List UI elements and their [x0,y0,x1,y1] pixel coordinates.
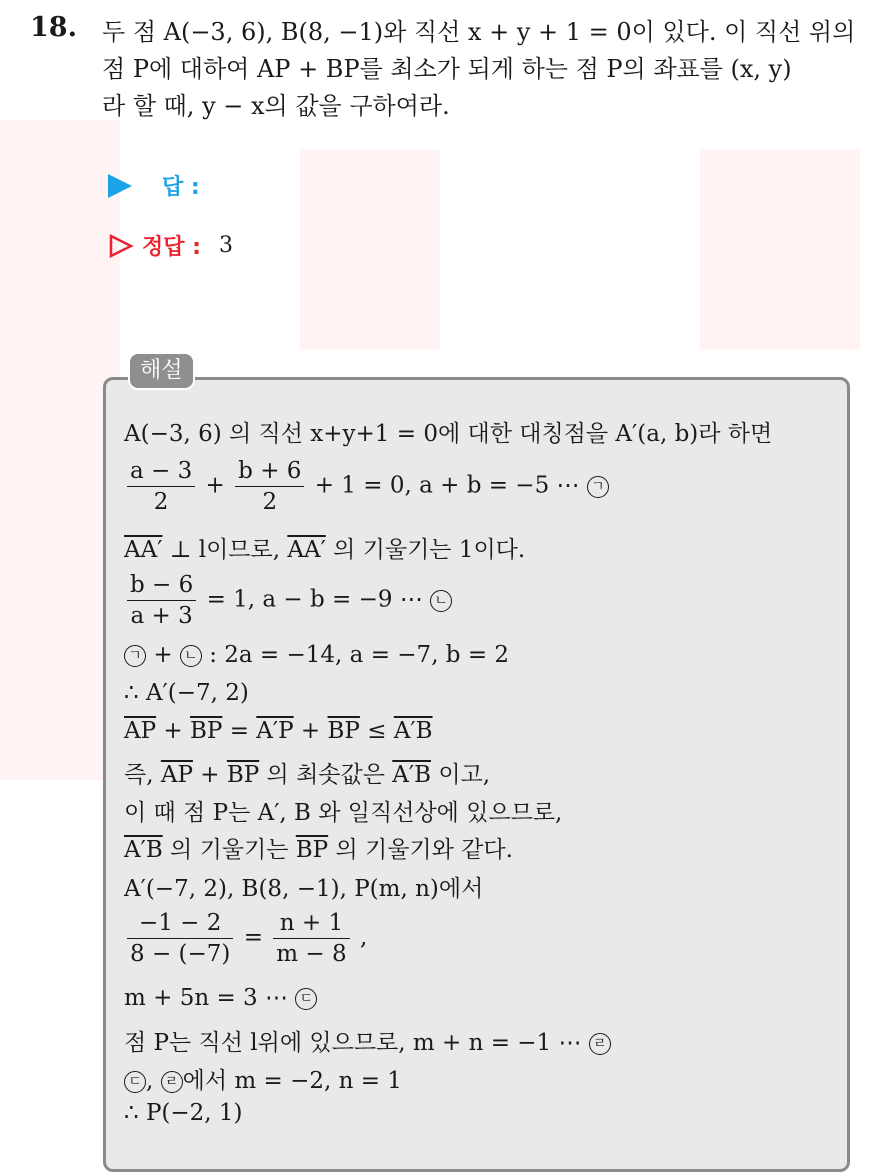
solution-line-3 [124,531,525,564]
fraction-numerator: a − 3 [127,456,195,487]
line-text: 즉, [124,762,154,788]
line-text: , [146,1068,154,1094]
line-text: 이고, [438,762,491,788]
circled-mark: ㄴ [180,645,202,667]
segment: AA′ [124,537,163,563]
segment: A′B [393,718,433,744]
correct-answer-label: 정답 : [142,235,201,260]
segment: $\overline{BP}$ [190,718,223,744]
solution-line-16: ∴ P(−2, 1) [124,1100,243,1126]
circled-mark: ㄷ [124,1071,146,1093]
segment: $\overline{BP}$ [295,837,329,863]
play-outline-icon [108,233,134,259]
correct-answer-value: 3 [218,233,233,258]
problem-number: 18. [30,12,77,43]
solution-line-6: ∴ A′(−7, 2) [124,680,249,706]
fraction [127,908,233,969]
problem-line-1: 두 점 A(−3, 6), B(8, −1)와 직선 x + y + 1 = 0이 있다. 이 직선 위의 [102,18,856,46]
line-text: = [229,718,249,744]
equation-text: m + 5n = 3 ⋯ [124,985,288,1011]
segment: $\overline{AP}$ [124,718,157,744]
solution-line-11: A′(−7, 2), B(8, −1), P(m, n)에서 [124,876,484,902]
solution-line-9: 이 때 점 P는 A′, B 와 일직선상에 있으므로, [124,800,563,826]
fraction-denominator: m − 8 [276,941,347,967]
segment: $\overline{BP}$ [226,762,260,788]
segment: A′P [256,718,294,744]
line-text: 의 기울기는 1이다. [333,537,526,563]
line-text: : 2a = −14, a = −7, b = 2 [209,642,510,668]
play-filled-icon [108,174,132,198]
solution-line-5 [124,642,509,668]
fraction-numerator: b + 6 [235,456,304,487]
problem-line-2: 점 P에 대하여 AP + BP를 최소가 되게 하는 점 P의 좌표를 (x, y) [102,55,792,83]
solution-line-14 [124,1024,611,1057]
equation-text: + 1 = 0, a + b = −5 ⋯ [314,472,580,499]
watermark-mid [300,150,440,350]
line-text: ≤ [367,718,387,744]
line-text: = [243,924,263,951]
segment: A′B [124,837,163,863]
fraction [235,456,304,517]
line-text: , [359,924,368,951]
answer-label: 답 : [162,175,200,200]
fraction-denominator: 2 [262,489,278,515]
problem-text [102,14,872,125]
line-text: + [163,718,183,744]
circled-mark: ㄱ [587,476,609,498]
solution-line-4 [124,570,452,631]
segment: $\overline{BP}$ [327,718,360,744]
problem-line-3: 라 할 때, y − x의 값을 구하여라. [102,92,450,120]
line-text: 점 P는 직선 l위에 있으므로, m + n = −1 ⋯ [124,1030,582,1056]
line-text: ⊥ l이므로, [169,537,281,563]
circled-mark: ㄹ [589,1033,611,1055]
fraction-denominator: 8 − (−7) [130,941,231,967]
line-text: + [300,718,321,744]
fraction [273,908,349,969]
watermark-left [0,120,120,780]
solution-line-15 [124,1062,402,1095]
circled-mark: ㄴ [430,590,452,612]
solution-line-8 [124,756,490,789]
line-text: 의 기울기는 [170,837,289,863]
fraction [127,456,195,517]
line-text: + [200,762,220,788]
fraction-numerator: −1 − 2 [127,908,233,939]
segment: $\overline{AP}$ [160,762,193,788]
solution-line-2: $\frac{a - 3}{2}$ + $\frac{b + 6}{2}$ + 1 = 0, a + b = −5 ⋯ ㄱ [124,456,609,517]
solution-line-10 [124,831,513,864]
line-text: 의 기울기와 같다. [335,837,513,863]
line-text: 에서 m = −2, n = 1 [182,1068,402,1094]
circled-mark: ㄷ [295,988,317,1010]
segment: AA′ [287,537,326,563]
solution-line-13 [124,985,317,1011]
solution-line-7 [124,718,433,744]
solution-line-12 [124,908,367,969]
fraction-numerator: b − 6 [127,570,196,601]
equation-text: = 1, a − b = −9 ⋯ [206,586,423,613]
watermark-right [700,150,860,350]
solution-line-1: A(−3, 6) 의 직선 x+y+1 = 0에 대한 대칭점을 A′(a, b)라 하면 [124,421,773,447]
circled-mark: ㄱ [124,645,146,667]
correct-answer-row [108,230,233,261]
fraction [127,570,196,631]
fraction-denominator: 2 [153,489,169,515]
solution-tag: 해설 [128,352,195,390]
fraction-numerator: n + 1 [273,908,349,939]
fraction-denominator: a + 3 [130,603,193,629]
segment: A′B [392,762,431,788]
answer-row [108,170,218,201]
circled-mark: ㄹ [161,1071,183,1093]
line-text: + [153,642,173,668]
line-text: 의 최솟값은 [266,762,385,788]
